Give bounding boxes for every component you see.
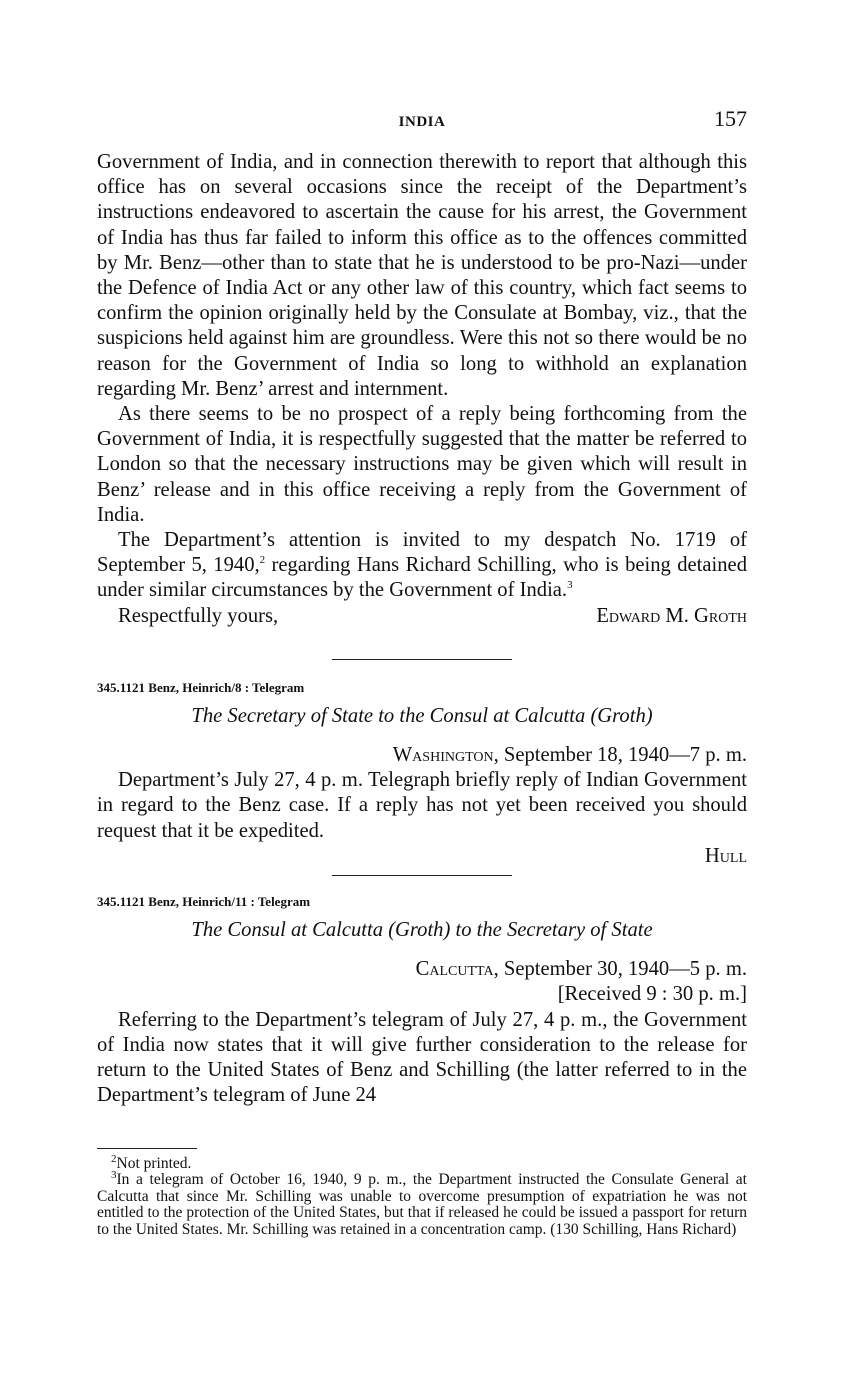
paragraph-3-text-b: regarding Hans Richard Schilling, who is being detained under similar circumstances by the Government of India. bbox=[97, 554, 747, 602]
received-time: [Received 9 : 30 p. m.] bbox=[557, 983, 747, 1006]
section-divider-2 bbox=[332, 875, 512, 876]
document-page bbox=[97, 0, 747, 1380]
footnote-number-2: 2 bbox=[111, 1152, 117, 1165]
document-title-1: The Secretary of State to the Consul at Calcutta (Groth) bbox=[191, 704, 653, 727]
dateline-2 bbox=[97, 957, 747, 982]
footnotes bbox=[97, 1152, 747, 1238]
letter-paragraph-2: As there seems to be no prospect of a reply being forthcoming from the Government of India, it is respectfully suggested that the matter be referred to London so that the necessary instructions may be given which will result in Benz’ release and in this office receiving a reply from the Government of India. bbox=[97, 403, 747, 526]
paragraph-3-text-a: The Department’s attention is invited to my despatch No. 1719 of September 5, 1940, bbox=[97, 529, 747, 577]
file-reference-2: 345.1121 Benz, Heinrich/11 : Telegram bbox=[97, 894, 311, 910]
file-reference-1: 345.1121 Benz, Heinrich/8 : Telegram bbox=[97, 679, 305, 695]
footnote-text-2: Not printed. bbox=[116, 1155, 192, 1172]
dateline-1 bbox=[97, 743, 747, 768]
footnote-3 bbox=[97, 1169, 747, 1238]
footnote-divider bbox=[97, 1148, 197, 1149]
body-text bbox=[97, 150, 747, 1109]
dateline-date-2: September 30, 1940—5 p. m. bbox=[498, 958, 747, 981]
telegram-body-1: Department’s July 27, 4 p. m. Telegraph briefly reply of Indian Government in regard to the Benz case. If a reply has not yet been received you should request that it be expedited. bbox=[97, 769, 747, 842]
page-header bbox=[97, 106, 747, 136]
footnote-number-3: 3 bbox=[111, 1169, 117, 1182]
letter-paragraph-3 bbox=[97, 528, 747, 604]
footnote-ref-2: 2 bbox=[259, 554, 266, 567]
telegram-signature-1: Hull bbox=[704, 844, 747, 867]
section-divider-1 bbox=[332, 659, 512, 660]
closing-salutation: Respectfully yours, bbox=[118, 604, 279, 627]
dateline-date-1: September 18, 1940—7 p. m. bbox=[498, 744, 747, 767]
dateline-place-2: Calcutta, bbox=[415, 958, 499, 981]
page-number: 157 bbox=[714, 106, 747, 131]
running-head: INDIA bbox=[398, 114, 446, 130]
letter-closing-line bbox=[97, 604, 747, 629]
footnote-2 bbox=[97, 1152, 747, 1172]
telegram-body-2: Referring to the Department’s telegram of July 27, 4 p. m., the Government of India now states that it will give further consideration to the release for return to the United States of Benz and Schilling (the latter referred to in the Department’s telegram of June 24 bbox=[97, 1008, 747, 1107]
footnote-text-3: In a telegram of October 16, 1940, 9 p. m., the Department instructed the Consulate General at Calcutta that since Mr. Schilling was unable to overcome presumption of expatriation he was not entitled to the protection of the United States, but that if released he could be issued a passport for return to the United States. Mr. Schilling was retained in a concentration camp. (130 Schilling, Hans Richard) bbox=[97, 1171, 747, 1238]
dateline-place-1: Washington, bbox=[392, 744, 499, 767]
footnote-ref-3: 3 bbox=[567, 579, 573, 592]
letter-paragraph-1: Government of India, and in connection therewith to report that although this office has on several occasions since the receipt of the Department’s instructions endeavored to ascertain the cause for his arrest, the Government of India has thus far failed to inform this office as to the offences committed by Mr. Benz—other than to state that he is understood to be pro-Nazi—under the Defence of India Act or any other law of this country, which fact seems to confirm the opinion originally held by the Consulate at Bombay, viz., that the suspicions held against him are groundless. Were this not so there would be no reason for the Government of India so long to withhold an explanation regarding Mr. Benz’ arrest and internment. bbox=[97, 151, 747, 400]
letter-signature: Edward M. Groth bbox=[596, 604, 747, 627]
document-title-2: The Consul at Calcutta (Groth) to the Secretary of State bbox=[191, 919, 653, 942]
